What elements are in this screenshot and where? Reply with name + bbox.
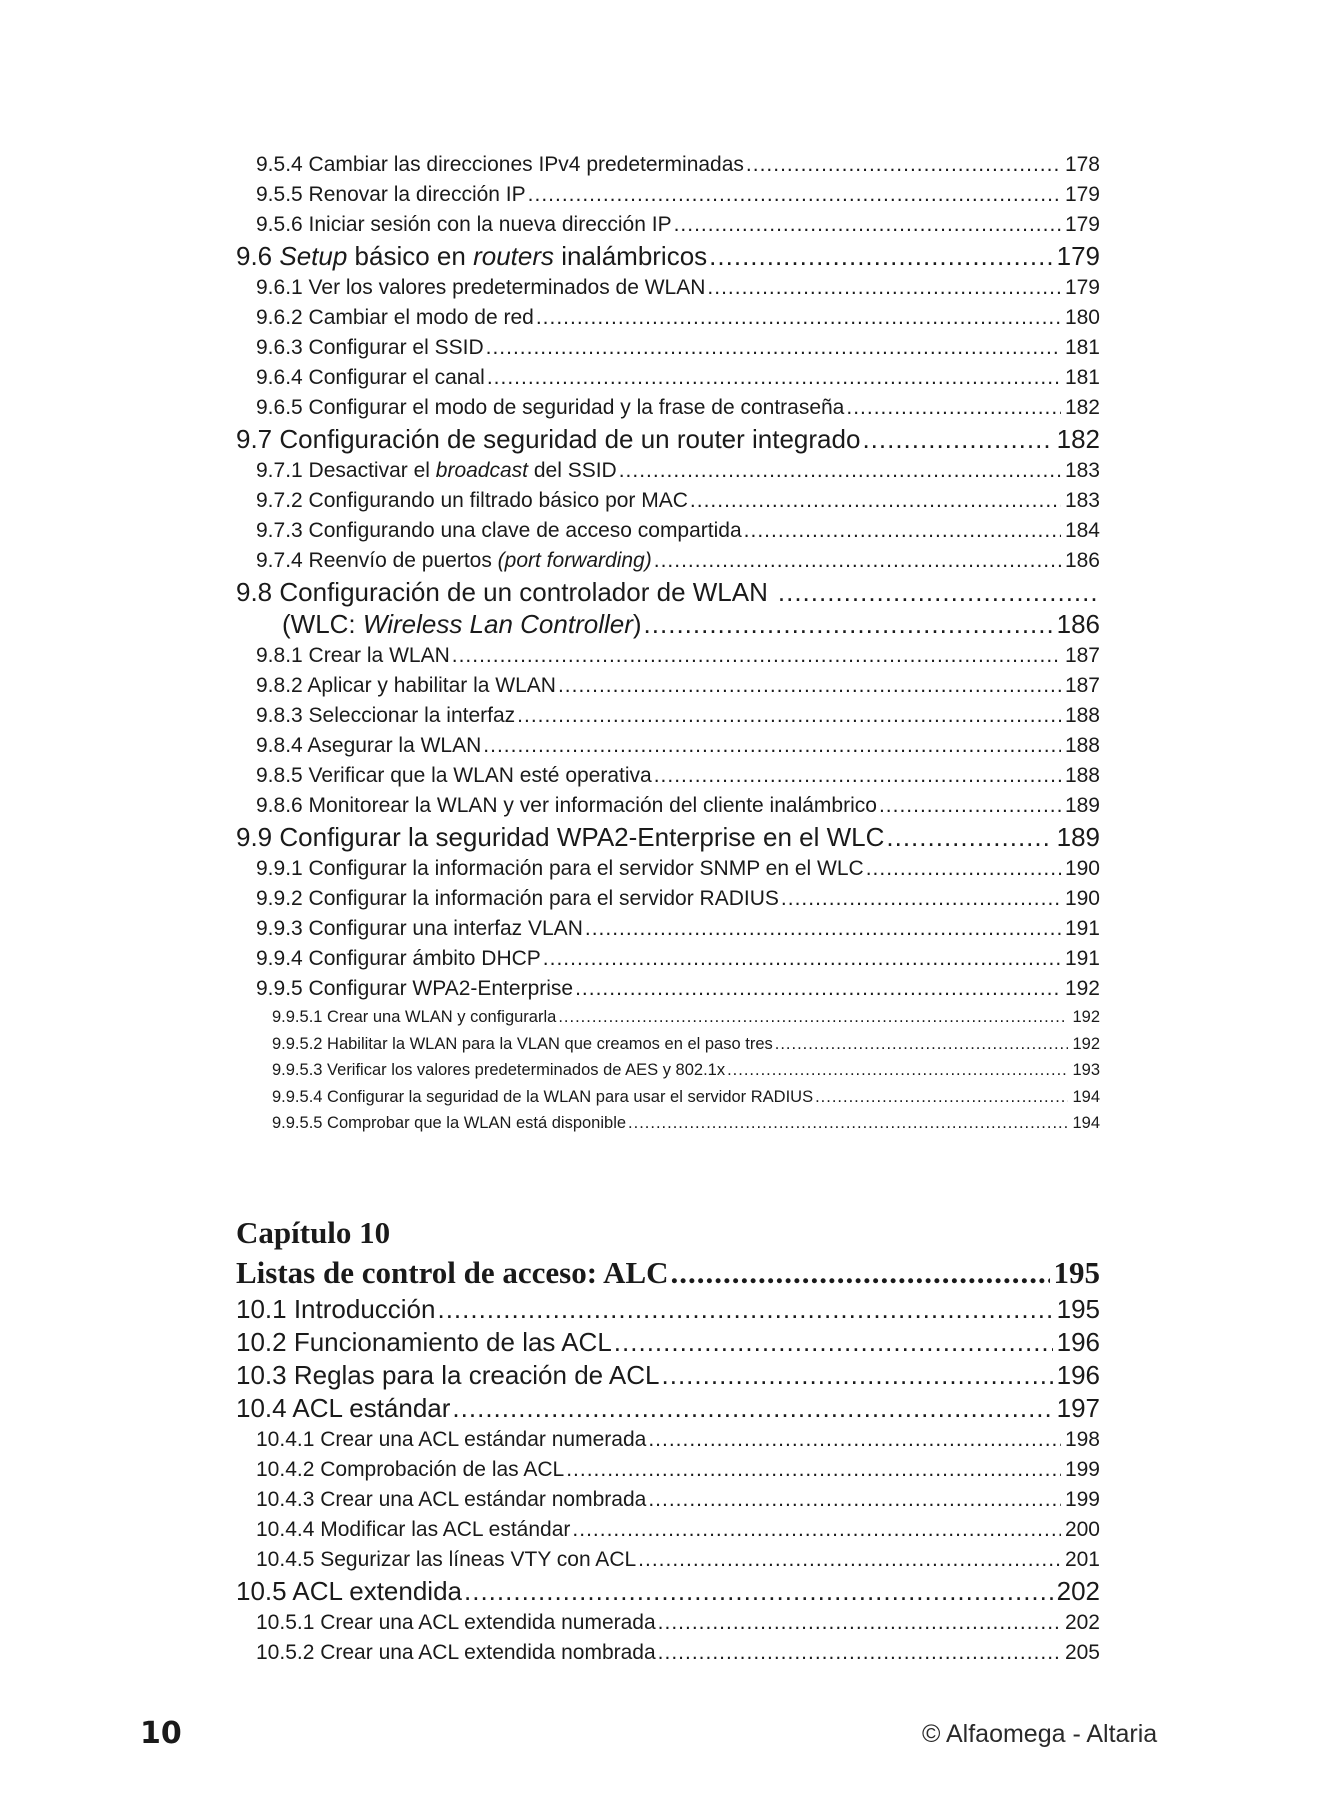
toc-entry	[236, 1359, 1100, 1392]
toc-entry-text: 9.9.5.1 Crear una WLAN y configurarla	[272, 1008, 557, 1026]
toc-entry	[236, 701, 1100, 731]
toc-page-number: 191	[1064, 947, 1100, 970]
toc-entry-text: 9.6.1 Ver los valores predeterminados de WLAN	[256, 276, 706, 299]
toc-entry	[236, 546, 1100, 576]
dot-leader	[536, 303, 1061, 333]
toc-entry-text: 10.1 Introducción	[236, 1293, 436, 1324]
publisher-credit: © Alfaomega - Altaria	[922, 1720, 1158, 1748]
toc-entry	[236, 791, 1100, 821]
toc-entry-first-line	[236, 576, 1100, 608]
toc-entry-text: 9.8 Configuración de un controlador de WLAN	[236, 577, 768, 607]
toc-page-number: 181	[1064, 336, 1100, 359]
toc-entry-text: 9.9.4 Configurar ámbito DHCP	[256, 947, 541, 970]
dot-leader	[690, 486, 1061, 516]
dot-leader	[744, 516, 1061, 546]
toc-entry-text: 10.4.1 Crear una ACL estándar numerada	[256, 1427, 647, 1451]
toc-entry	[236, 1004, 1100, 1031]
toc-entry	[236, 363, 1100, 393]
toc-entry	[236, 1326, 1100, 1359]
toc-page-number: 187	[1064, 644, 1100, 667]
dot-leader	[658, 1638, 1061, 1668]
toc-entry-text: 9.9.5.3 Verificar los valores predeterminados de AES y 802.1x	[272, 1061, 726, 1079]
toc-group	[236, 641, 1100, 1137]
toc-group	[236, 1293, 1100, 1668]
toc-entry-text: 9.7.1 Desactivar el broadcast del SSID	[256, 459, 617, 482]
chapter-title-entry	[236, 1253, 1100, 1293]
toc-entry-text: 9.9.5.4 Configurar la seguridad de la WLAN para usar el servidor RADIUS	[272, 1087, 814, 1106]
toc-entry-text: 9.6 Setup básico en routers inalámbricos	[236, 241, 708, 271]
toc-entry-text: 9.9.5 Configurar WPA2-Enterprise	[256, 977, 574, 1000]
toc-entry	[236, 1515, 1100, 1545]
chapter-title: Listas de control de acceso: ALC	[236, 1254, 669, 1290]
toc-entry	[236, 821, 1100, 854]
toc-group	[236, 486, 1100, 546]
toc-entry-text: 10.5.1 Crear una ACL extendida numerada	[256, 1610, 656, 1634]
toc-entry-text: 9.9.5.2 Habilitar la WLAN para la VLAN que creamos en el paso tres	[272, 1034, 773, 1053]
toc-page-number: 199	[1064, 1487, 1100, 1511]
dot-leader	[558, 1004, 1068, 1031]
toc-page-number: 201	[1064, 1547, 1100, 1571]
toc-page-number: 187	[1064, 674, 1100, 697]
dot-leader	[671, 1253, 1050, 1293]
toc-page-number: 202	[1064, 1610, 1100, 1634]
dot-leader	[619, 456, 1061, 486]
dot-leader	[528, 180, 1061, 210]
toc-entry	[236, 423, 1100, 456]
dot-leader	[709, 240, 1052, 273]
dot-leader	[648, 1425, 1061, 1455]
dot-leader	[452, 641, 1061, 671]
toc-entry-text: 9.6.5 Configurar el modo de seguridad y la frase de contraseña	[256, 396, 845, 419]
toc-page-number: 189	[1064, 794, 1100, 817]
dot-leader	[707, 273, 1061, 303]
toc-entry	[236, 1392, 1100, 1425]
toc-entry	[236, 303, 1100, 333]
toc-entry-text: 10.4.5 Segurizar las líneas VTY con ACL	[256, 1547, 637, 1571]
toc-entry	[236, 641, 1100, 671]
toc-entry	[236, 1638, 1100, 1668]
toc-entry	[236, 456, 1100, 486]
toc-entry	[236, 240, 1100, 273]
toc-entry	[236, 180, 1100, 210]
toc-page-number: 193	[1072, 1061, 1100, 1079]
dot-leader	[575, 974, 1061, 1004]
toc-entry-text: 9.8.1 Crear la WLAN	[256, 644, 450, 667]
dot-leader	[628, 1110, 1068, 1137]
toc-entry	[236, 1031, 1100, 1058]
toc-entry	[236, 1110, 1100, 1137]
toc-entry-text: 9.6.3 Configurar el SSID	[256, 336, 484, 359]
toc-entry-text: 9.6.2 Cambiar el modo de red	[256, 306, 534, 329]
page-number: 10	[140, 1716, 182, 1751]
toc-entry	[236, 516, 1100, 546]
toc-page-number: 194	[1072, 1087, 1100, 1106]
dot-leader	[727, 1057, 1068, 1084]
toc-page-number: 186	[1064, 549, 1100, 572]
toc-page-number: 192	[1072, 1008, 1100, 1026]
toc-entry-text: 9.8.6 Monitorear la WLAN y ver información del cliente inalámbrico	[256, 794, 877, 817]
dot-leader	[886, 821, 1052, 854]
toc-page-number: 195	[1053, 1254, 1100, 1290]
toc-group	[236, 150, 1100, 240]
toc-entry	[236, 731, 1100, 761]
dot-leader	[781, 884, 1061, 914]
toc-entry	[236, 333, 1100, 363]
toc-entry	[236, 974, 1100, 1004]
toc-entry-text: 10.4.2 Comprobación de las ACL	[256, 1457, 565, 1481]
dot-leader	[862, 423, 1052, 456]
toc-entry-text: 9.5.6 Iniciar sesión con la nueva dirección IP	[256, 213, 672, 236]
toc-entry	[236, 1084, 1100, 1111]
toc-entry-text: 9.7.4 Reenvío de puertos (port forwarding)	[256, 549, 652, 572]
toc-entry	[236, 1425, 1100, 1455]
toc-entry	[236, 1608, 1100, 1638]
toc-entry-text: 9.5.4 Cambiar las direcciones IPv4 predeterminadas	[256, 153, 744, 176]
toc-entry	[236, 393, 1100, 423]
toc-entry	[236, 1545, 1100, 1575]
toc-page-number: 188	[1064, 764, 1100, 787]
toc-entry	[236, 671, 1100, 701]
toc-page-number: 205	[1064, 1640, 1100, 1664]
dot-leader	[638, 1545, 1061, 1575]
toc-entry	[236, 486, 1100, 516]
toc-entry-text: 9.6.4 Configurar el canal	[256, 366, 485, 389]
toc-entry-text: 10.5.2 Crear una ACL extendida nombrada	[256, 1640, 656, 1664]
dot-leader	[486, 333, 1061, 363]
toc-entry-text: 9.9.5.5 Comprobar que la WLAN está disponible	[272, 1114, 627, 1132]
dot-leader	[437, 1293, 1052, 1326]
dot-leader	[585, 914, 1061, 944]
toc-entry-text: 10.4.4 Modificar las ACL estándar	[256, 1517, 571, 1541]
dot-leader	[614, 1326, 1053, 1359]
dot-leader	[644, 608, 1053, 641]
toc-page-number: 188	[1064, 734, 1100, 757]
toc-entry	[236, 150, 1100, 180]
toc-entry	[236, 608, 1100, 641]
toc-entry-text: 10.5 ACL extendida	[236, 1575, 462, 1606]
toc-entry-text: 9.9.3 Configurar una interfaz VLAN	[256, 917, 583, 940]
toc-page-number: 192	[1064, 977, 1100, 1000]
chapter-label: Capítulo 10	[236, 1214, 391, 1250]
toc-entry-text: 9.9 Configurar la seguridad WPA2-Enterprise en el WLC	[236, 822, 885, 852]
toc-page-number: 179	[1064, 213, 1100, 236]
toc-page-number: 197	[1056, 1392, 1100, 1423]
toc-entry-text: 9.7.2 Configurando un filtrado básico por MAC	[256, 489, 688, 512]
dot-leader	[658, 1608, 1061, 1638]
toc-page-number: 182	[1056, 424, 1100, 454]
toc-page-number: 196	[1056, 1326, 1100, 1357]
dot-leader	[846, 393, 1061, 423]
toc-entry-text: 10.4.3 Crear una ACL estándar nombrada	[256, 1487, 647, 1511]
toc-page-number: 183	[1064, 459, 1100, 482]
toc-page-number: 184	[1064, 519, 1100, 542]
toc-page-number: 190	[1064, 887, 1100, 910]
toc-page-number: 182	[1064, 396, 1100, 419]
toc-page-number: 196	[1056, 1359, 1100, 1390]
dot-leader	[775, 1031, 1069, 1058]
toc-entry-text: 9.8.3 Seleccionar la interfaz	[256, 704, 516, 727]
toc-group	[236, 273, 1100, 456]
toc-entry-text: 9.7.3 Configurando una clave de acceso compartida	[256, 519, 742, 542]
table-of-contents	[236, 150, 1100, 1668]
dot-leader	[566, 1455, 1061, 1485]
toc-page-number: 183	[1064, 489, 1100, 512]
toc-entry-text: 9.8.4 Asegurar la WLAN	[256, 734, 482, 757]
toc-entry-text: (WLC: Wireless Lan Controller)	[282, 609, 642, 639]
toc-page-number: 194	[1072, 1114, 1100, 1132]
toc-page-number: 190	[1064, 857, 1100, 880]
toc-page-number: 189	[1056, 822, 1100, 852]
toc-page-number: 191	[1064, 917, 1100, 940]
dot-leader	[654, 761, 1061, 791]
toc-page-number: 200	[1064, 1517, 1100, 1541]
toc-page-number: 179	[1064, 276, 1100, 299]
toc-entry-text: 10.4 ACL estándar	[236, 1392, 451, 1423]
dot-leader	[746, 150, 1061, 180]
dot-leader	[778, 576, 1100, 608]
dot-leader	[866, 854, 1061, 884]
toc-page-number: 198	[1064, 1427, 1100, 1451]
dot-leader	[879, 791, 1061, 821]
toc-page-number: 179	[1064, 183, 1100, 206]
toc-page-number: 178	[1064, 153, 1100, 176]
dot-leader	[558, 671, 1061, 701]
toc-entry-text: 9.5.5 Renovar la dirección IP	[256, 183, 526, 206]
toc-entry-text: 9.7 Configuración de seguridad de un router integrado	[236, 424, 861, 454]
toc-entry-text: 9.8.5 Verificar que la WLAN esté operativa	[256, 764, 652, 787]
toc-entry	[236, 884, 1100, 914]
dot-leader	[815, 1084, 1068, 1111]
toc-page-number: 199	[1064, 1457, 1100, 1481]
dot-leader	[662, 1359, 1053, 1392]
toc-page-number: 195	[1056, 1293, 1100, 1324]
dot-leader	[543, 944, 1061, 974]
dot-leader	[464, 1575, 1053, 1608]
toc-entry	[236, 1057, 1100, 1084]
toc-page-number: 192	[1072, 1034, 1100, 1053]
toc-page-number: 186	[1056, 609, 1100, 639]
toc-entry	[236, 761, 1100, 791]
dot-leader	[648, 1485, 1061, 1515]
toc-entry	[236, 914, 1100, 944]
toc-page-number: 181	[1064, 366, 1100, 389]
toc-entry	[236, 1485, 1100, 1515]
dot-leader	[654, 546, 1061, 576]
toc-page-number: 179	[1056, 241, 1100, 271]
toc-entry-text: 10.2 Funcionamiento de las ACL	[236, 1326, 612, 1357]
dot-leader	[572, 1515, 1061, 1545]
dot-leader	[452, 1392, 1052, 1425]
toc-page-number: 180	[1064, 306, 1100, 329]
toc-entry	[236, 1455, 1100, 1485]
toc-entry-text: 9.9.1 Configurar la información para el servidor SNMP en el WLC	[256, 857, 864, 880]
toc-page-number: 202	[1056, 1575, 1100, 1606]
dot-leader	[517, 701, 1061, 731]
toc-entry	[236, 210, 1100, 240]
dot-leader	[674, 210, 1061, 240]
toc-entry-text: 10.3 Reglas para la creación de ACL	[236, 1359, 660, 1390]
toc-entry-text: 9.9.2 Configurar la información para el servidor RADIUS	[256, 887, 779, 910]
toc-entry-text: 9.8.2 Aplicar y habilitar la WLAN	[256, 674, 556, 697]
toc-entry	[236, 944, 1100, 974]
dot-leader	[483, 731, 1061, 761]
toc-entry	[236, 1293, 1100, 1326]
toc-entry	[236, 1575, 1100, 1608]
dot-leader	[487, 363, 1061, 393]
toc-entry	[236, 273, 1100, 303]
toc-page-number: 188	[1064, 704, 1100, 727]
toc-entry	[236, 854, 1100, 884]
